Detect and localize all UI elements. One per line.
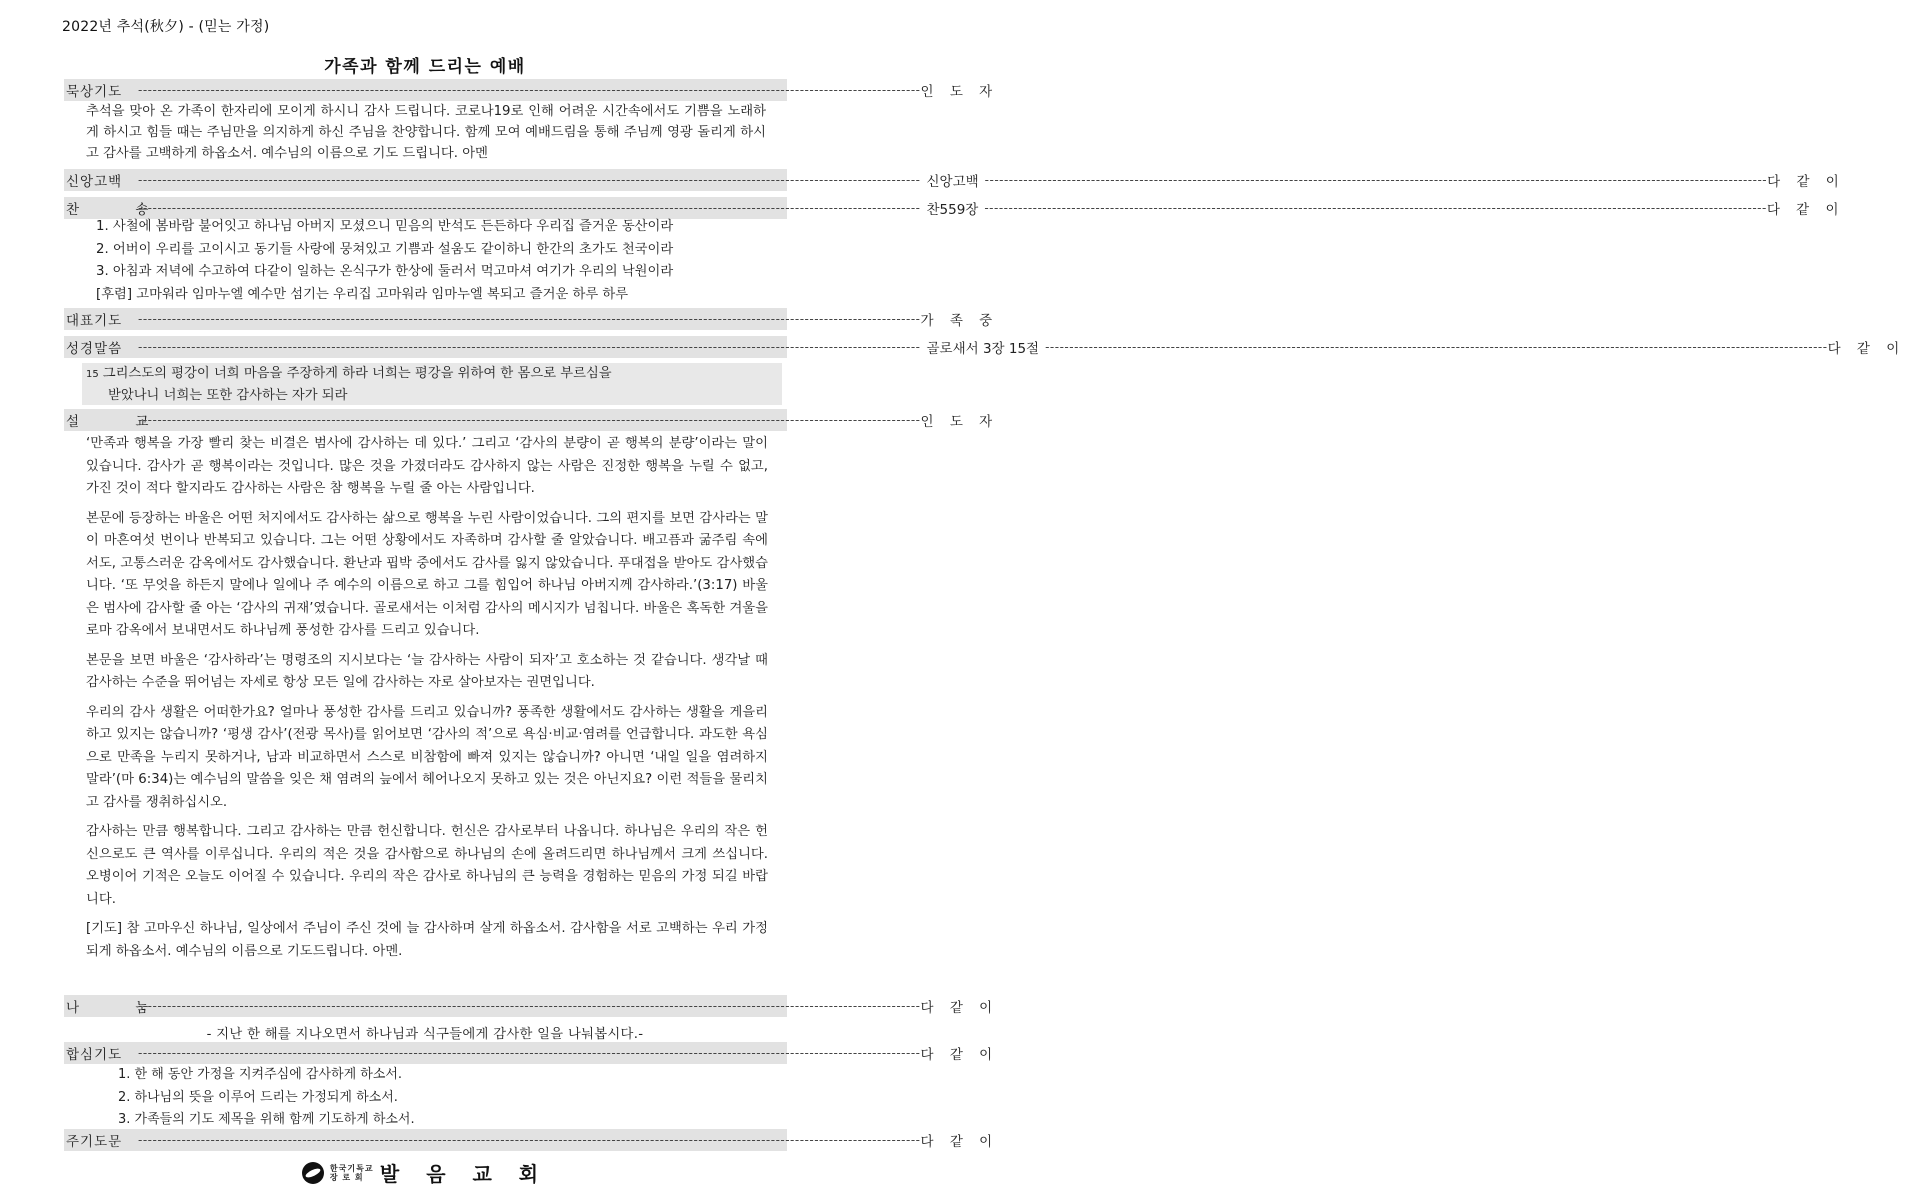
section-leader: 다 같 이	[1827, 341, 1905, 357]
page-header: 2022년 추석(秋夕) - (믿는 가정)	[62, 19, 270, 35]
sharing-prompt: - 지난 한 해를 지나오면서 하나님과 식구들에게 감사한 일을 나눠봅시다.-	[206, 1027, 644, 1042]
page-title: 가족과 함께 드리는 예배	[324, 57, 526, 77]
sermon-paragraph: 우리의 감사 생활은 어떠한가요? 얼마나 풍성한 감사를 드리고 있습니까? 풍족한 생활에서도 감사하는 생활을 게을리하고 있지는 않습니까? ‘평생 감사’(전광 목사)를 읽어보면 ‘감사의 적’으로 욕심·비교·염려를 언급합니다. 과도한 욕심으로 만족을 누리지 못하거나, 남과 비교하면서 스스로 비참함에 빠져 있지는 않습니까? 아니면 ‘내일 일을 염려하지 말라’(마 6:34)는 예수님의 말씀을 잊은 채 염려의 늪에서 헤어나오지 못하고 있는 것은 아닌지요? 이런 적들을 물리치고 감사를 쟁취하십시오.	[86, 704, 768, 810]
hymn-refrain: [후렴] 고마워라 임마누엘 예수만 섬기는 우리집 고마워라 임마누엘 복되고 즐거운 하루 하루	[96, 286, 629, 302]
silent-prayer-text: 추석을 맞아 온 가족이 한자리에 모이게 하시니 감사 드립니다. 코로나19로 인해 어려운 시간속에서도 기쁨을 노래하게 하시고 힘들 때는 주님만을 의지하게 하신 주님을 찬양합니다. 함께 모여 예배드림을 통해 주님께 영광 돌리게 하시고 감사를 고백하게 하옵소서. 예수님의 이름으로 기도 드립니다. 아멘	[86, 104, 766, 161]
section-label: 나 눔	[66, 1000, 175, 1016]
verse-number: 15	[86, 369, 99, 380]
section-label: 합심기도	[66, 1047, 123, 1063]
sermon-prayer: [기도] 참 고마우신 하나님, 일상에서 주님이 주신 것에 늘 감사하며 살게 하옵소서. 감사함을 서로 고백하는 우리 가정 되게 하옵소서. 예수님의 이름으로 기도드립니다. 아멘.	[86, 921, 768, 959]
church-footer	[0, 1158, 850, 1187]
section-bar-scripture	[64, 336, 1905, 358]
sermon-paragraph: 본문을 보면 바울은 ‘감사하라’는 명령조의 지시보다는 ‘늘 감사하는 사람이 되자’고 호소하는 것 같습니다. 생각날 때 감사하는 수준을 뛰어넘는 자세로 항상 모든 일에 감사하는 자로 살아보자는 권면입니다.	[86, 652, 768, 690]
denomination-mark	[330, 1164, 374, 1182]
section-label: 신앙고백	[66, 174, 123, 190]
section-label: 주기도문	[66, 1134, 123, 1150]
section-leader: 다 같 이	[920, 1000, 999, 1016]
section-bar-lords-prayer	[64, 1129, 999, 1151]
hymn-verse-3: 3. 아침과 저녁에 수고하여 다같이 일하는 온식구가 한상에 둘러서 먹고마셔 여기가 우리의 낙원이라	[96, 264, 674, 279]
prayer-item: 2. 하나님의 뜻을 이루어 드리는 가정되게 하소서.	[118, 1089, 398, 1105]
dash-line: ------------------------------------------------------------------------------------------------------------------------------------------------------------------	[1045, 340, 1828, 354]
section-label: 묵상기도	[66, 84, 123, 100]
dash-line: ------------------------------------------------------------------------------------------------------------------------------------------------------------------	[138, 413, 921, 427]
dash-line: ------------------------------------------------------------------------------------------------------------------------------------------------------------------	[138, 1133, 921, 1147]
section-leader: 다 같 이	[920, 1134, 999, 1150]
section-bar-rep-prayer	[64, 308, 999, 330]
sermon-paragraph: ‘만족과 행복을 가장 빨리 찾는 비결은 범사에 감사하는 데 있다.’ 그리고 ‘감사의 분량이 곧 행복의 분량’이라는 말이 있습니다. 감사가 곧 행복이라는 것입니다. 많은 것을 가졌더라도 감사하지 않는 사람은 진정한 행복을 누릴 수 없고, 가진 것이 적다 할지라도 감사하는 사람은 참 행복을 누릴 줄 아는 사람입니다.	[86, 436, 768, 496]
dash-line: ------------------------------------------------------------------------------------------------------------------------------------------------------------------	[138, 312, 921, 326]
section-bar-sermon	[64, 409, 999, 431]
dash-line: ------------------------------------------------------------------------------------------------------------------------------------------------------------------	[984, 201, 1767, 215]
denomination-line: 장 로 회	[329, 1172, 364, 1182]
section-middle: 신앙고백	[926, 174, 979, 190]
dash-line: ------------------------------------------------------------------------------------------------------------------------------------------------------------------	[138, 83, 921, 97]
section-label: 성경말씀	[66, 341, 123, 357]
dash-line: ------------------------------------------------------------------------------------------------------------------------------------------------------------------	[138, 1046, 921, 1060]
verse-line-1: 그리스도의 평강이 너희 마음을 주장하게 하라 너희는 평강을 위하여 한 몸으로 부르심을	[102, 366, 612, 381]
scripture-verse	[82, 363, 782, 405]
section-label: 설 교	[66, 414, 175, 430]
section-bar-sharing	[64, 995, 999, 1017]
section-leader: 다 같 이	[920, 1047, 999, 1063]
church-logo-icon	[302, 1162, 324, 1184]
hymn-verse-1: 1. 사철에 봄바람 불어잇고 하나님 아버지 모셨으니 믿음의 반석도 든든하다 우리집 즐거운 동산이라	[96, 219, 674, 234]
section-label: 대표기도	[66, 313, 123, 329]
section-bar-silent-prayer	[64, 79, 999, 101]
section-bar-creed	[64, 169, 1845, 191]
dash-line: ------------------------------------------------------------------------------------------------------------------------------------------------------------------	[138, 173, 921, 187]
section-middle: 찬559장	[926, 202, 979, 218]
section-leader: 다 같 이	[1766, 202, 1845, 218]
unison-prayer-list	[118, 1064, 415, 1132]
dash-line: ------------------------------------------------------------------------------------------------------------------------------------------------------------------	[138, 999, 921, 1013]
section-leader: 인 도 자	[920, 414, 999, 430]
hymn-lyrics	[96, 216, 776, 306]
sermon-body	[86, 433, 768, 970]
section-leader: 인 도 자	[920, 84, 999, 100]
dash-line: ------------------------------------------------------------------------------------------------------------------------------------------------------------------	[984, 173, 1768, 187]
section-middle: 골로새서 3장 15절	[926, 341, 1040, 357]
sermon-paragraph: 본문에 등장하는 바울은 어떤 처지에서도 감사하는 삶으로 행복을 누린 사람이었습니다. 그의 편지를 보면 감사라는 말이 마흔여섯 번이나 반복되고 있습니다. 그는 어떤 상황에서도 자족하며 감사할 줄 알았습니다. 배고픔과 굶주림 속에서도, 고통스러운 감옥에서도 감사했습니다. 환난과 핍박 중에서도 감사를 잃지 않았습니다. 푸대접을 받아도 감사했습니다. ‘또 무엇을 하든지 말에나 일에나 주 예수의 이름으로 하고 그를 힘입어 하나님 아버지께 감사하라.’(3:17) 바울은 범사에 감사할 줄 아는 ‘감사의 귀재’였습니다. 골로새서는 이처럼 감사의 메시지가 넘칩니다. 바울은 혹독한 겨울을 로마 감옥에서 보내면서도 하나님께 풍성한 감사를 드리고 있습니다.	[86, 510, 768, 638]
verse-line-2: 받았나니 너희는 또한 감사하는 자가 되라	[108, 388, 348, 403]
prayer-item: 3. 가족들의 기도 제목을 위해 함께 기도하게 하소서.	[118, 1112, 415, 1127]
sermon-paragraph: 감사하는 만큼 행복합니다. 그리고 감사하는 만큼 헌신합니다. 헌신은 감사로부터 나옵니다. 하나님은 우리의 작은 헌신으로도 큰 역사를 이루십니다. 우리의 적은 것을 감사함으로 하나님의 손에 올려드리면 하나님께서 크게 쓰십니다. 오병이어 기적은 오늘도 이어질 수 있습니다. 우리의 작은 감사로 하나님의 큰 능력을 경험하는 믿음의 가정 되길 바랍니다.	[86, 824, 768, 907]
section-label: 찬 송	[66, 202, 175, 218]
prayer-item: 1. 한 해 동안 가정을 지켜주심에 감사하게 하소서.	[118, 1067, 403, 1082]
hymn-verse-2: 2. 어버이 우리를 고이시고 동기들 사랑에 뭉쳐있고 기쁨과 설움도 같이하니 한간의 초가도 천국이라	[96, 241, 674, 257]
church-name: 발 음 교 회	[379, 1162, 549, 1186]
dash-line: ------------------------------------------------------------------------------------------------------------------------------------------------------------------	[138, 201, 921, 215]
section-bar-unison-prayer	[64, 1042, 999, 1064]
section-leader: 가 족 중	[920, 313, 999, 329]
dash-line: ------------------------------------------------------------------------------------------------------------------------------------------------------------------	[138, 340, 921, 354]
section-leader: 다 같 이	[1767, 174, 1845, 190]
denomination-line: 한국기독교	[329, 1163, 374, 1173]
